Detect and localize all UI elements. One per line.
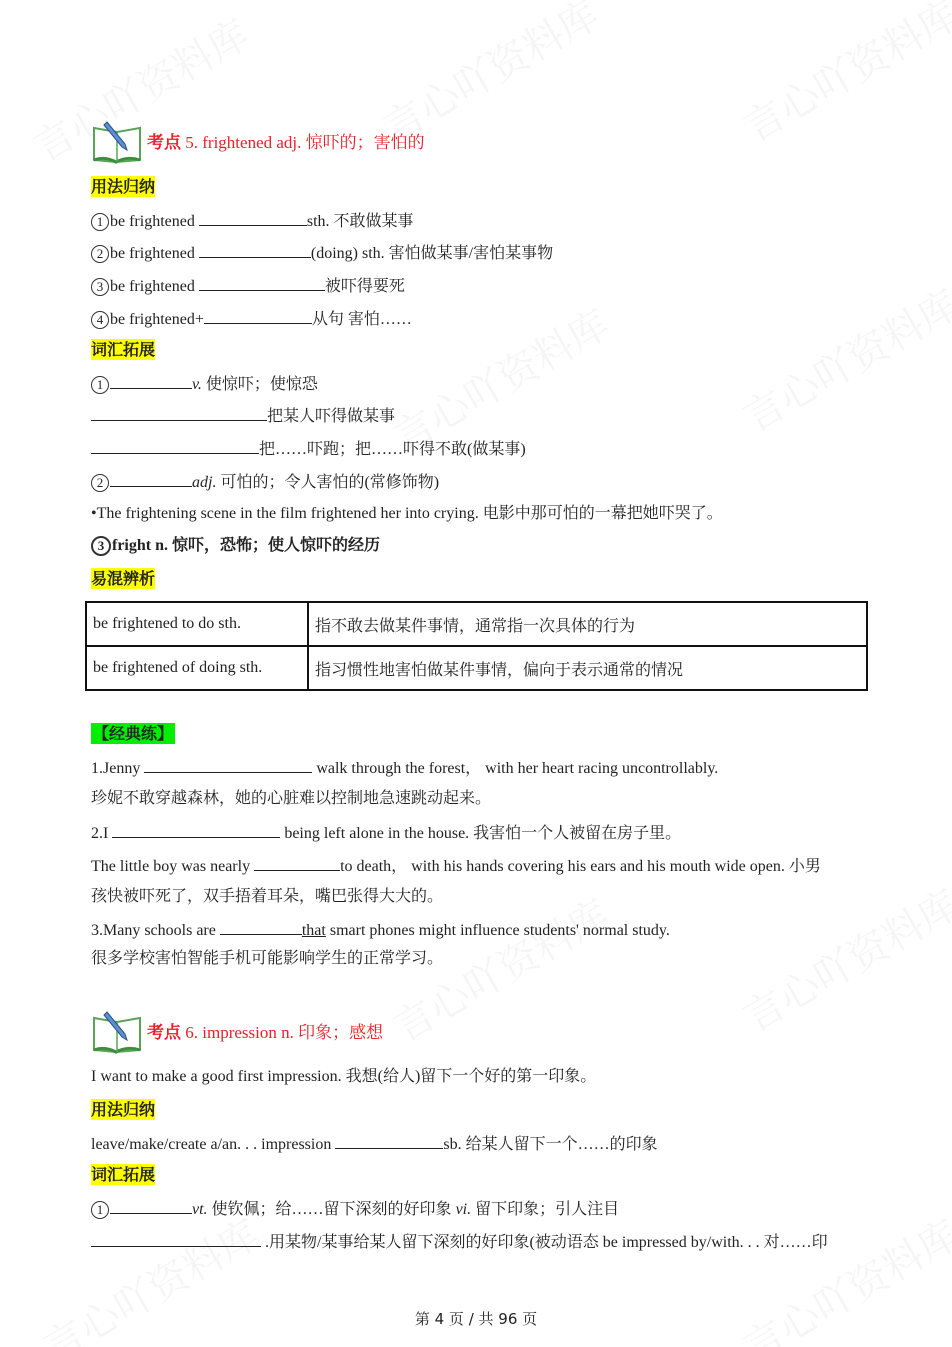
table-row: be frightened of doing sth. 指习惯性地害怕做某件事情，偏向于表示通常的情况 <box>86 646 867 690</box>
vocab-heading: 词汇拓展 <box>91 340 156 359</box>
question-2: 2.I being left alone in the house. 我害怕一个人被留在房子里。 <box>91 822 681 844</box>
usage-heading: 用法归纳 <box>91 1100 156 1119</box>
vocab-line: 把某人吓得做某事 <box>91 405 395 427</box>
point-6-title: 考点 6. impression n. 印象；感想 <box>147 1023 384 1042</box>
book-pencil-icon <box>91 118 143 164</box>
question-3: 3.Many schools are that smart phones might influence students' normal study. <box>91 919 670 941</box>
book-pencil-icon <box>91 1008 143 1054</box>
example-sentence: •The frightening scene in the film frightened her into crying. 电影中那可怕的一幕把她吓哭了。 <box>91 505 723 522</box>
usage-line: 2 be frightened (doing) sth. 害怕做某事/害怕某事物 <box>91 242 553 264</box>
confuse-heading: 易混辨析 <box>91 569 156 588</box>
vocab-line: 把……吓跑；把……吓得不敢(做某事) <box>91 438 526 460</box>
question-1: 1.Jenny walk through the forest， with her heart racing uncontrollably. <box>91 757 718 779</box>
practice-heading: 【经典练】 <box>93 724 174 743</box>
impress-line: 1 vt. 使钦佩；给……留下深刻的好印象 vi. 留下印象；引人注目 <box>91 1198 619 1220</box>
fright-line: 3 fright n. 惊吓，恐怖；使人惊吓的经历 <box>91 536 380 556</box>
page-footer: 第 4 页 / 共 96 页 <box>414 1310 538 1328</box>
watermark <box>732 874 952 1043</box>
watermark <box>732 0 952 153</box>
question-2b-translation: 孩快被吓死了，双手捂着耳朵，嘴巴张得大大的。 <box>91 888 444 905</box>
question-3-translation: 很多学校害怕智能手机可能影响学生的正常学习。 <box>91 950 444 967</box>
impression-usage: leave/make/create a/an. . . impression sb. 给某人留下一个……的印象 <box>91 1133 658 1155</box>
watermark <box>372 0 608 153</box>
impress-phrase-line: .用某物/某事给某人留下深刻的好印象(被动语态 be impressed by/with. . . 对……印 <box>91 1231 828 1253</box>
usage-line: 3 be frightened 被吓得要死 <box>91 275 405 297</box>
vocab-line: 2 adj. 可怕的；令人害怕的(常修饰物) <box>91 471 439 493</box>
table-row: be frightened to do sth. 指不敢去做某件事情，通常指一次具体的行为 <box>86 602 867 646</box>
vocab-heading: 词汇拓展 <box>91 1165 156 1184</box>
vocab-line: 1 v. 使惊吓；使惊恐 <box>91 373 318 395</box>
question-1-translation: 珍妮不敢穿越森林，她的心脏难以控制地急速跳动起来。 <box>91 790 492 807</box>
usage-line: 4 be frightened+ 从句 害怕…… <box>91 308 412 330</box>
usage-heading: 用法归纳 <box>91 177 156 196</box>
usage-line: 1 be frightened sth. 不敢做某事 <box>91 210 414 232</box>
point-5-title: 考点 5. frightened adj. 惊吓的；害怕的 <box>147 133 425 152</box>
watermark <box>732 274 952 443</box>
comparison-table <box>85 601 868 691</box>
impression-example: I want to make a good first impression. 我想(给人)留下一个好的第一印象。 <box>91 1068 597 1085</box>
question-2b: The little boy was nearly to death， with his hands covering his ears and his mouth wide open. 小男 <box>91 855 821 877</box>
